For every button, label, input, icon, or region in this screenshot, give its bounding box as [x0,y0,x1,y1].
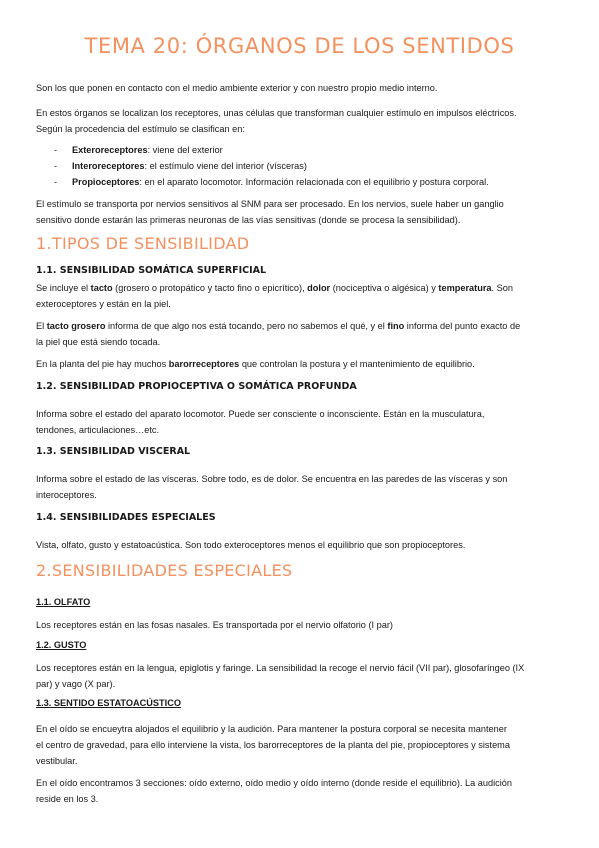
subsection-1-1-paragraph-3: En la planta del pie hay muchos barorreceptores que controlan la postura y el mantenimiento de equilibrio. [36,359,475,369]
subsection-1-1-paragraph-2-line-1: El tacto grosero informa de que algo nos está tocando, pero no sabemos el qué, y el fino informa del punto exacto de [36,321,521,331]
subsection-2-3-paragraph-1-line-3: vestibular. [36,756,78,766]
bullet-term: Interoreceptores [72,161,145,171]
subsection-1-2-line-2: tendones, articulaciones…etc. [36,425,160,435]
intro-paragraph-3-line-2: sensitivo donde estarán las primeras neuronas de las vías sensitivas (donde se procesa la sensibilidad). [36,215,461,225]
section-2-heading: 2.SENSIBILIDADES ESPECIALES [36,561,293,580]
subsection-2-1-heading: 1.1. OLFATO [36,597,91,607]
subsection-2-3-paragraph-2-line-1: En el oído encontramos 3 secciones: oído externo, oído medio y oído interno (donde reside el equilibrio). La audición [36,778,513,788]
subsection-1-1-heading: 1.1. SENSIBILIDAD SOMÁTICA SUPERFICIAL [36,265,267,276]
subsection-2-2-line-2: par) y vago (X par). [36,679,116,689]
bullet-dash: - [54,161,58,171]
bullet-term: Exteroreceptores [72,145,148,155]
subsection-1-3-heading: 1.3. SENSIBILIDAD VISCERAL [36,446,191,457]
document-title: TEMA 20: ÓRGANOS DE LOS SENTIDOS [84,34,515,58]
subsection-2-2-line-1: Los receptores están en la lengua, epiglotis y faringe. La sensibilidad la recoge el nervio fácil (VII par), glosofaríngeo (IX [36,663,525,673]
section-1-heading: 1.TIPOS DE SENSIBILIDAD [36,234,250,253]
subsection-1-2-heading: 1.2. SENSIBILIDAD PROPIOCEPTIVA O SOMÁTICA PROFUNDA [36,381,357,392]
bullet-description: : en el aparato locomotor. Información relacionada con el equilibrio y postura corporal. [139,177,489,187]
subsection-1-2-line-1: Informa sobre el estado del aparato locomotor. Puede ser consciente o inconsciente. Están en la musculatura, [36,409,485,419]
subsection-2-1-line-1: Los receptores están en las fosas nasales. Es transportada por el nervio olfatorio (I par) [36,620,393,630]
subsection-1-3-line-2: interoceptores. [36,490,97,500]
subsection-1-4-heading: 1.4. SENSIBILIDADES ESPECIALES [36,512,216,523]
subsection-2-3-paragraph-2-line-2: reside en los 3. [36,794,99,804]
bullet-dash: - [54,177,58,187]
intro-paragraph-1: Son los que ponen en contacto con el medio ambiente exterior y con nuestro propio medio interno. [36,83,438,93]
subsection-2-3-paragraph-1-line-2: el centro de gravedad, para ello interviene la vista, los barorreceptores de la planta del pie, propioceptores y sistema [36,740,510,750]
subsection-1-4-line-1: Vista, olfato, gusto y estatoacústica. Son todo exteroceptores menos el equilibrio que son propioceptores. [36,540,466,550]
intro-paragraph-2-line-1: En estos órganos se localizan los receptores, unas células que transforman cualquier estímulo en impulsos eléctricos. [36,108,517,118]
subsection-2-3-heading: 1.3. SENTIDO ESTATOACÚSTICO [36,698,181,708]
subsection-1-3-line-1: Informa sobre el estado de las vísceras. Sobre todo, es de dolor. Se encuentra en las paredes de las vísceras y son [36,474,508,484]
bullet-description: : viene del exterior [147,145,223,155]
intro-paragraph-2-line-2: Según la procedencia del estímulo se clasifican en: [36,124,245,134]
bullet-dash: - [54,145,58,155]
subsection-1-1-paragraph-1-line-1: Se incluye el tacto (grosero o protopático y tacto fino o epicrítico), dolor (nociceptiva o algésica) y temperatura. Son [36,283,513,293]
subsection-2-3-paragraph-1-line-1: En el oído se encueytra alojados el equilibrio y la audición. Para mantener la postura corporal se necesita mantener [36,724,507,734]
bullet-description: : el estímulo viene del interior (vísceras) [144,161,307,171]
subsection-2-2-heading: 1.2. GUSTO [36,640,87,650]
subsection-1-1-paragraph-1-line-2: exteroceptores y están en la piel. [36,299,171,309]
bullet-term: Propioceptores [72,177,140,187]
subsection-1-1-paragraph-2-line-2: la piel que está siendo tocada. [36,337,161,347]
intro-paragraph-3-line-1: El estímulo se transporta por nervios sensitivos al SNM para ser procesado. En los nervios, suele haber un ganglio [36,199,504,209]
